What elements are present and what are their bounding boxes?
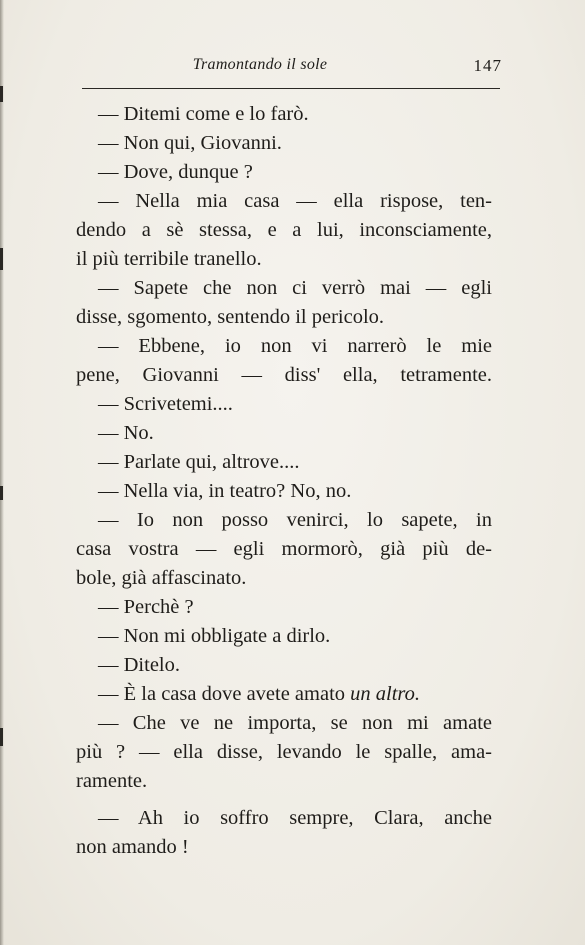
- text-line: [76, 804, 492, 833]
- page-edge-shadow: [0, 0, 4, 945]
- line-text: bole, già affascinato.: [76, 567, 247, 589]
- text-line: [76, 477, 492, 506]
- page-number: 147: [473, 56, 502, 75]
- text-line: [76, 709, 492, 738]
- text-line: [76, 187, 492, 216]
- line-text: — Ditelo.: [98, 654, 180, 676]
- text-line: [76, 100, 492, 129]
- text-line: [76, 593, 492, 622]
- line-text: — Ah io soffro sempre, Clara, anche: [98, 807, 492, 829]
- margin-mark: [0, 486, 3, 500]
- line-text: — Perchè ?: [98, 596, 194, 618]
- text-line: [76, 535, 492, 564]
- text-line: [76, 680, 492, 709]
- line-text: — Scrivetemi....: [98, 393, 233, 415]
- line-text: — Dove, dunque ?: [98, 161, 253, 183]
- line-text: non amando !: [76, 836, 189, 858]
- margin-mark: [0, 728, 3, 746]
- text-line: [76, 767, 492, 796]
- italic-text: un altro.: [350, 683, 421, 705]
- text-line: [76, 506, 492, 535]
- line-text: — Nella mia casa — ella rispose, ten-: [98, 190, 492, 212]
- text-line: [76, 303, 492, 332]
- text-line: [76, 129, 492, 158]
- line-text: pene, Giovanni — diss' ella, tetramente.: [76, 364, 492, 386]
- line-text: — Non mi obbligate a dirlo.: [98, 625, 331, 647]
- line-text: — Ditemi come e lo farò.: [98, 103, 309, 125]
- line-text: — È la casa dove avete amato: [98, 683, 351, 705]
- text-line: [76, 738, 492, 767]
- text-line: [76, 419, 492, 448]
- text-line: [76, 361, 492, 390]
- line-text: disse, sgomento, sentendo il pericolo.: [76, 306, 385, 328]
- text-line: [76, 274, 492, 303]
- text-line: [76, 245, 492, 274]
- text-line: [76, 622, 492, 651]
- line-text: — Che ve ne importa, se non mi amate: [98, 712, 492, 734]
- text-line: [76, 332, 492, 361]
- text-line: [76, 158, 492, 187]
- page-header: [80, 56, 502, 86]
- line-text: — Non qui, Giovanni.: [98, 132, 282, 154]
- line-text: più ? — ella disse, levando le spalle, ama-: [76, 741, 492, 763]
- body-text: [76, 100, 492, 862]
- margin-mark: [0, 248, 3, 270]
- line-text: — Parlate qui, altrove....: [98, 451, 300, 473]
- text-line: [76, 564, 492, 593]
- text-line: [76, 651, 492, 680]
- line-text: — Nella via, in teatro? No, no.: [98, 480, 352, 502]
- margin-mark: [0, 86, 3, 102]
- text-line: [76, 216, 492, 245]
- line-text: — Io non posso venirci, lo sapete, in: [98, 509, 492, 531]
- line-text: casa vostra — egli mormorò, già più de-: [76, 538, 492, 560]
- line-text: dendo a sè stessa, e a lui, inconsciamente,: [76, 219, 492, 241]
- text-line: [76, 390, 492, 419]
- running-title: Tramontando il sole: [192, 56, 328, 73]
- text-line: [76, 448, 492, 477]
- header-rule: [82, 88, 500, 89]
- line-text: — Ebbene, io non vi narrerò le mie: [98, 335, 492, 357]
- line-text: il più terribile tranello.: [76, 248, 262, 270]
- text-line: [76, 833, 492, 862]
- line-text: — Sapete che non ci verrò mai — egli: [98, 277, 492, 299]
- line-text: — No.: [98, 422, 154, 444]
- line-text: ramente.: [76, 770, 148, 792]
